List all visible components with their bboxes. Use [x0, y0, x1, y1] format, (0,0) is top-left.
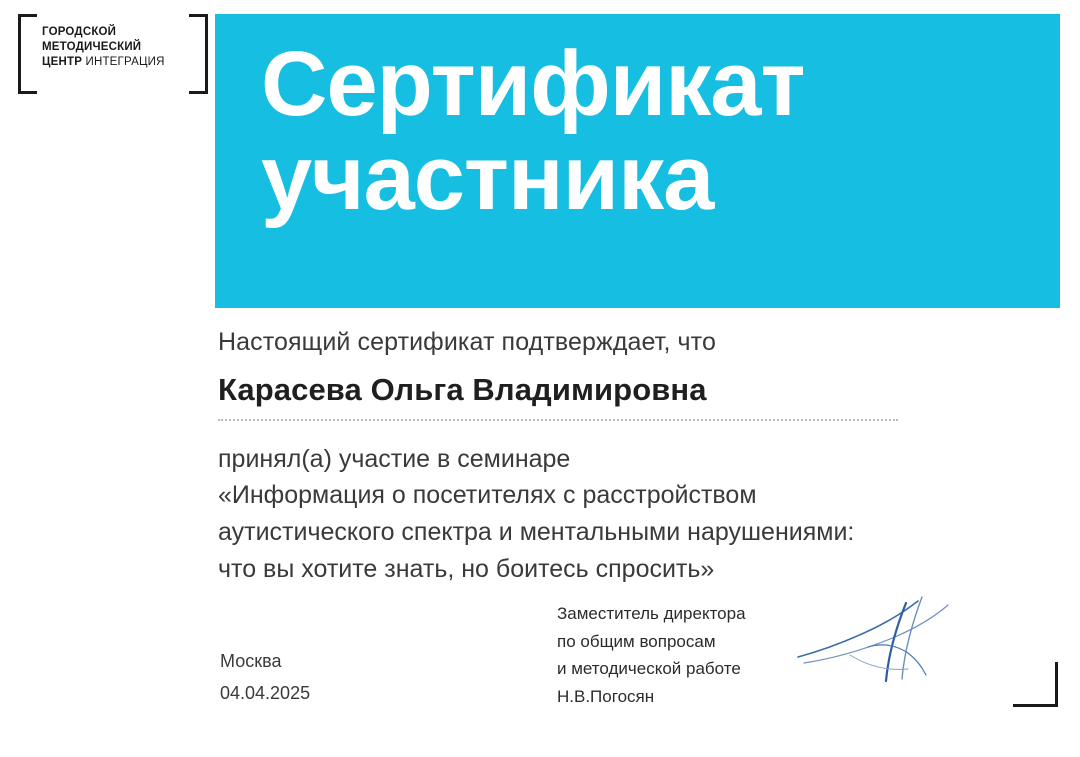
seminar-title-line-1: «Информация о посетителях с расстройством: [218, 481, 757, 509]
certificate-title-line-1: Сертификат: [261, 33, 805, 135]
logo-line-2: [42, 40, 192, 55]
signature-icon: [790, 585, 970, 695]
logo-bracket-left-icon: [18, 14, 37, 94]
participation-text: принял(а) участие в семинаре: [218, 445, 571, 473]
date-label: 04.04.2025: [220, 682, 311, 703]
signatory-block: [557, 600, 746, 710]
seminar-title-line-2: аутистического спектра и ментальными нарушениями:: [218, 518, 855, 546]
recipient-underline: [218, 419, 898, 421]
recipient-name: Карасева Ольга Владимировна: [218, 372, 707, 407]
certificate-title-line-2: участника: [261, 126, 714, 229]
signatory-line-2: по общим вопросам: [557, 631, 716, 651]
seminar-title-line-3: что вы хотите знать, но боитесь спросить»: [218, 555, 715, 583]
frame-corner-bottom-right: [1013, 662, 1058, 707]
logo-line-3-bold-text: ЦЕНТР: [42, 56, 83, 69]
certificate-title: [261, 33, 1041, 229]
logo-line-3-thin-text: ИНТЕГРАЦИЯ: [85, 56, 165, 69]
logo-line-1-text: ГОРОДСКОЙ: [42, 26, 117, 38]
seminar-title: [218, 477, 1008, 588]
signatory-name: Н.В.Погосян: [557, 686, 655, 706]
signatory-line-3: и методической работе: [557, 659, 741, 679]
logo-line-2-text: МЕТОДИЧЕСКИЙ: [42, 41, 142, 54]
logo-line-3: [42, 55, 192, 70]
intro-text: Настоящий сертификат подтверждает, что: [218, 328, 716, 356]
logo-line-1: [42, 25, 192, 40]
city-label: Москва: [220, 651, 282, 671]
logo-text-block: [42, 25, 192, 71]
title-banner: [215, 14, 1060, 308]
signatory-line-1: Заместитель директора: [557, 604, 746, 623]
place-and-date: [220, 646, 310, 709]
organization-logo: [18, 14, 208, 88]
